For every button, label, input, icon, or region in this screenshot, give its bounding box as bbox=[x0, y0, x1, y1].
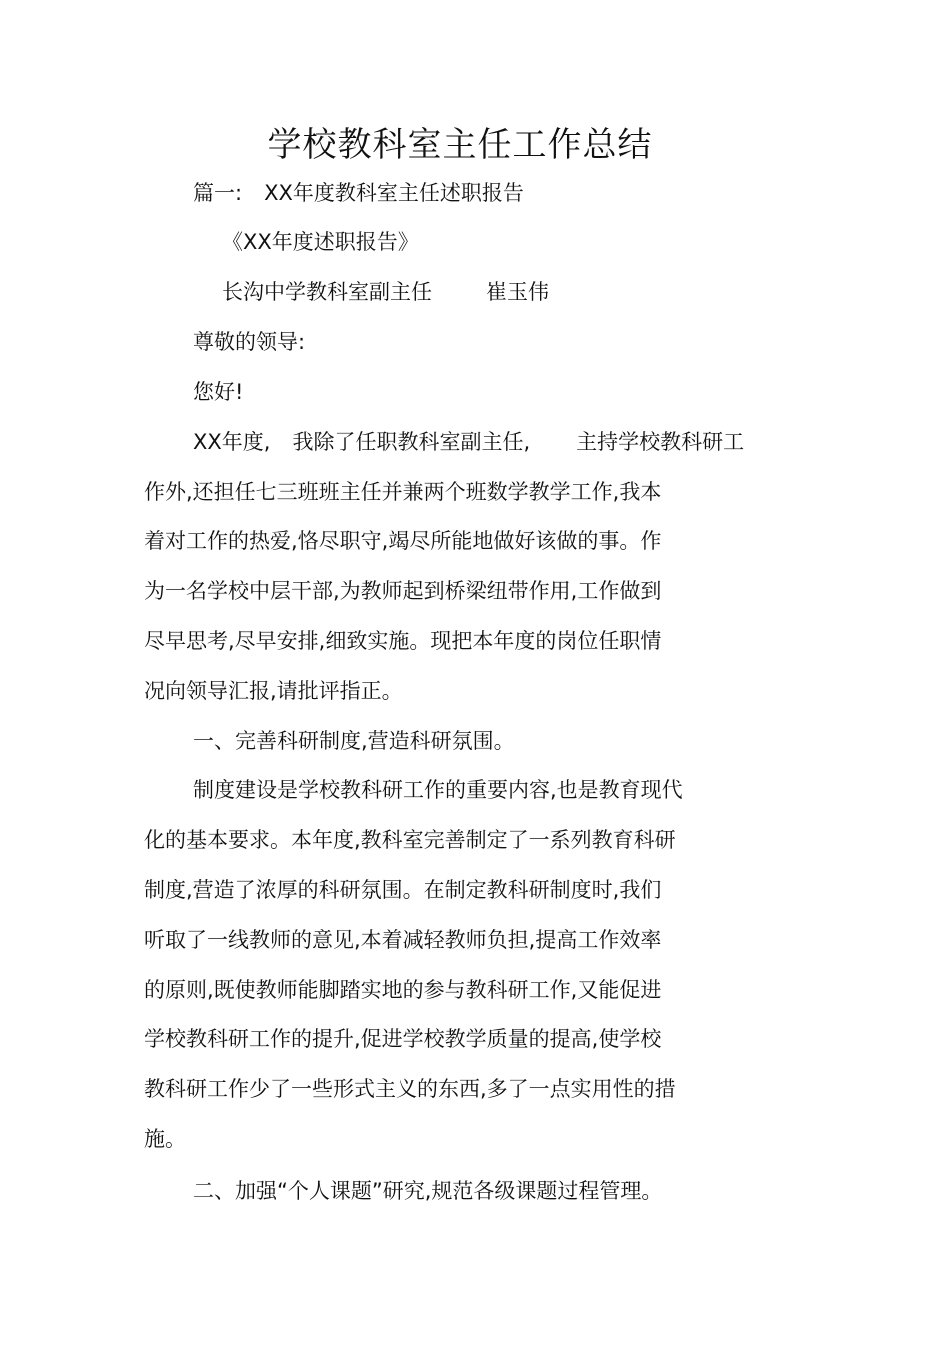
subtitle-line bbox=[193, 180, 524, 206]
subtitle-text: XX年度教科室主任述职报告 bbox=[264, 181, 524, 205]
para2-line-3: 制度,营造了浓厚的科研氛围。在制定教科研制度时,我们 bbox=[144, 878, 662, 902]
section2-heading: 二、加强“个人课题”研究,规范各级课题过程管理。 bbox=[193, 1179, 663, 1203]
document-title: 学校教科室主任工作总结 bbox=[267, 125, 653, 165]
para2-line-6: 学校教科研工作的提升,促进学校教学质量的提高,使学校 bbox=[144, 1027, 662, 1051]
author-position: 长沟中学教科室副主任 bbox=[222, 280, 432, 304]
para2-line-2: 化的基本要求。本年度,教科室完善制定了一系列教育科研 bbox=[144, 828, 676, 852]
para1-line-1 bbox=[193, 429, 744, 455]
greeting: 您好! bbox=[193, 380, 244, 404]
para1-line-3: 着对工作的热爱,恪尽职守,竭尽所能地做好该做的事。作 bbox=[144, 529, 662, 553]
para1-line-1-part-c: 主持学校教科研工 bbox=[576, 430, 745, 454]
para2-line-7: 教科研工作少了一些形式主义的东西,多了一点实用性的措 bbox=[144, 1077, 676, 1101]
section1-heading: 一、完善科研制度,营造科研氛围。 bbox=[193, 729, 515, 753]
report-title: 《XX年度述职报告》 bbox=[222, 230, 419, 254]
para1-line-2: 作外,还担任七三班班主任并兼两个班数学教学工作,我本 bbox=[144, 480, 662, 504]
para1-line-1-part-b: 我除了任职教科室副主任, bbox=[292, 430, 531, 454]
para2-line-4: 听取了一线教师的意见,本着减轻教师负担,提高工作效率 bbox=[144, 928, 662, 952]
para2-line-5: 的原则,既使教师能脚踏实地的参与教科研工作,又能促进 bbox=[144, 978, 662, 1002]
para1-line-4: 为一名学校中层干部,为教师起到桥梁纽带作用,工作做到 bbox=[144, 579, 662, 603]
author-name: 崔玉伟 bbox=[486, 280, 549, 304]
salutation: 尊敬的领导: bbox=[193, 330, 306, 354]
author-line bbox=[222, 279, 549, 305]
para2-line-8: 施。 bbox=[144, 1127, 186, 1151]
subtitle-prefix: 篇一: bbox=[193, 181, 243, 205]
para1-line-5: 尽早思考,尽早安排,细致实施。现把本年度的岗位任职情 bbox=[144, 629, 662, 653]
para1-line-6: 况向领导汇报,请批评指正。 bbox=[144, 679, 403, 703]
para2-line-1: 制度建设是学校教科研工作的重要内容,也是教育现代 bbox=[193, 778, 683, 802]
para1-line-1-part-a: XX年度, bbox=[193, 430, 271, 454]
